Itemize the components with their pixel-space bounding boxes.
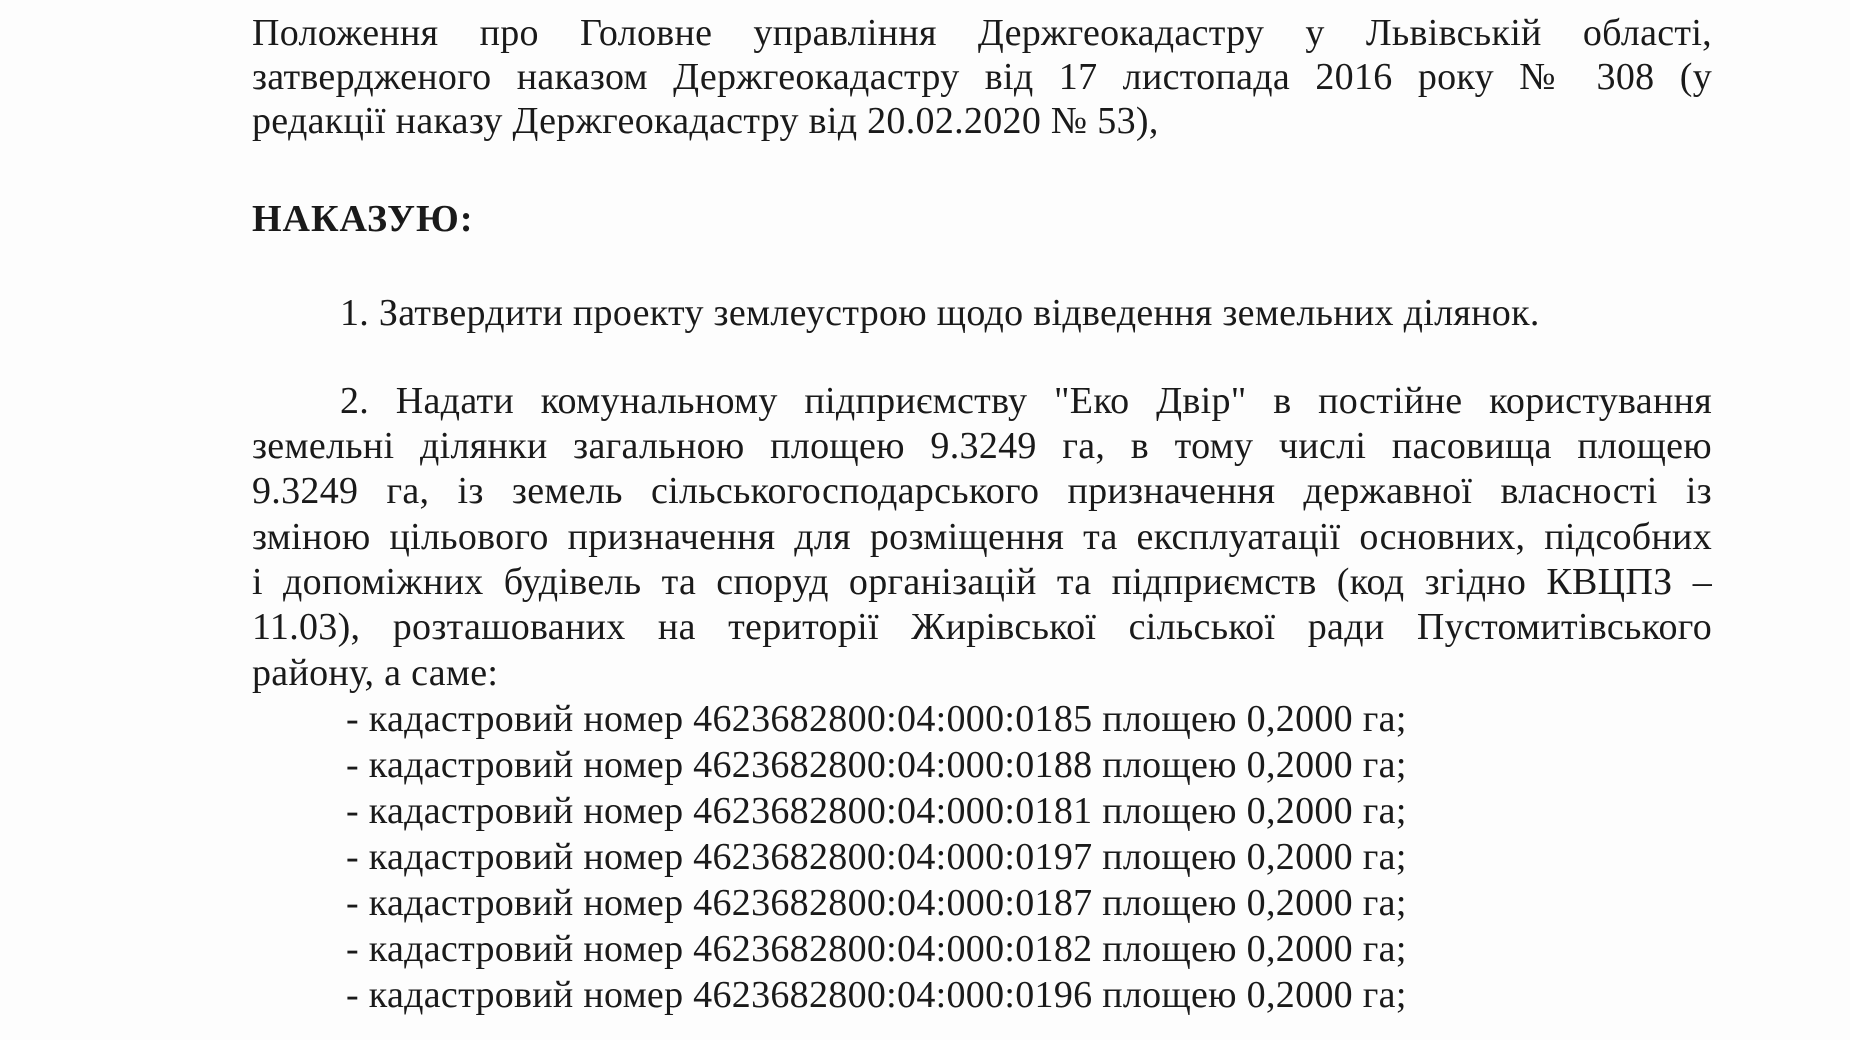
parcel-item: - кадастровий номер 4623682800:04:000:0188 площею 0,2000 га; <box>346 744 1407 786</box>
point-2-line-2: земельні ділянки загальною площею 9.3249 га, в тому числі пасовища площею <box>252 425 1712 467</box>
parcel-item: - кадастровий номер 4623682800:04:000:0181 площею 0,2000 га; <box>346 790 1407 832</box>
parcel-item: - кадастровий номер 4623682800:04:000:0182 площею 0,2000 га; <box>346 928 1407 970</box>
point-2-line-3: 9.3249 га, із земель сільськогосподарського призначення державної власності із <box>252 470 1712 512</box>
order-heading: НАКАЗУЮ: <box>252 198 474 240</box>
point-1: 1. Затвердити проекту землеустрою щодо відведення земельних ділянок. <box>340 292 1540 334</box>
parcel-item: - кадастровий номер 4623682800:04:000:0196 площею 0,2000 га; <box>346 974 1407 1016</box>
point-2-line-7: району, а саме: <box>252 652 499 694</box>
parcel-item: - кадастровий номер 4623682800:04:000:0187 площею 0,2000 га; <box>346 882 1407 924</box>
intro-line-1: Положення про Головне управління Держгеокадастру у Львівській області, <box>252 12 1712 54</box>
intro-line-3: редакції наказу Держгеокадастру від 20.02.2020 № 53), <box>252 100 1159 142</box>
parcel-item: - кадастровий номер 4623682800:04:000:0197 площею 0,2000 га; <box>346 836 1407 878</box>
point-2-line-5: і допоміжних будівель та споруд організацій та підприємств (код згідно КВЦПЗ – <box>252 561 1712 603</box>
point-2-line-1: 2. Надати комунальному підприємству "Еко Двір" в постійне користування <box>340 380 1712 422</box>
point-2-line-6: 11.03), розташованих на території Жирівської сільської ради Пустомитівського <box>252 606 1712 648</box>
intro-line-2: затвердженого наказом Держгеокадастру від 17 листопада 2016 року № 308 (у <box>252 56 1712 98</box>
point-2-line-4: зміною цільового призначення для розміщення та експлуатації основних, підсобних <box>252 516 1712 558</box>
parcel-item: - кадастровий номер 4623682800:04:000:0185 площею 0,2000 га; <box>346 698 1407 740</box>
